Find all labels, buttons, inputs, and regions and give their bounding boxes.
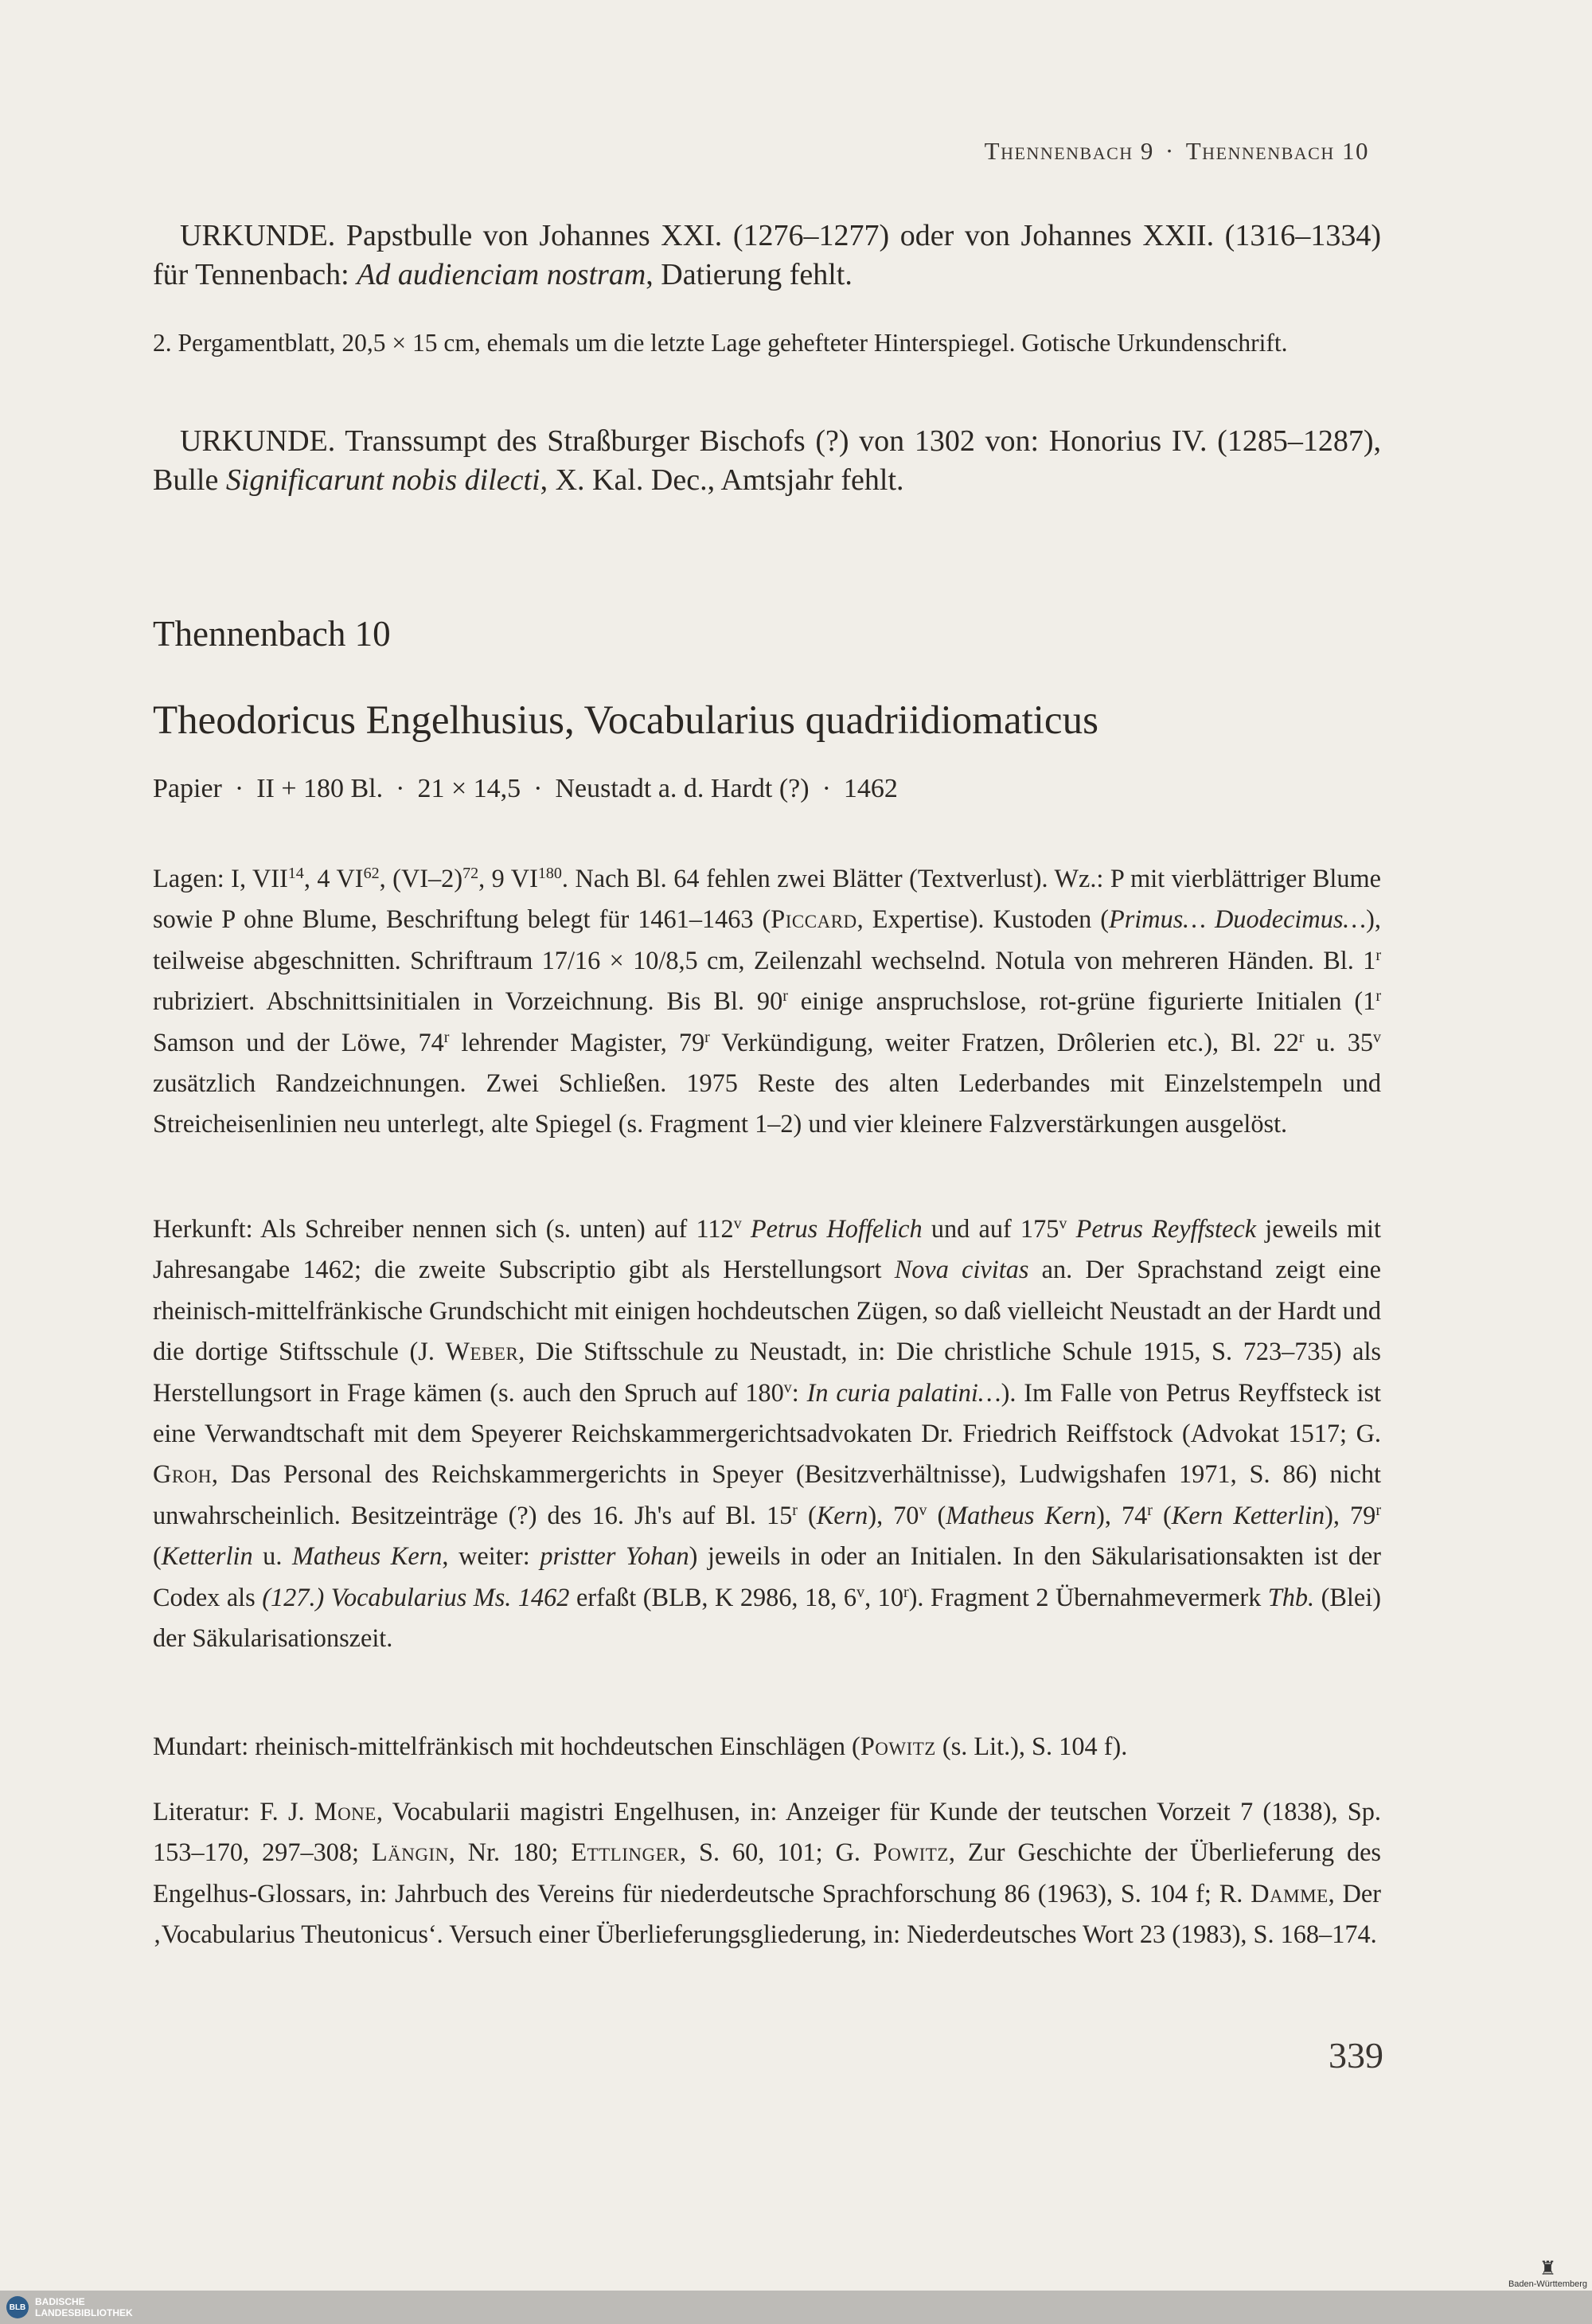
superscript: 72 bbox=[462, 865, 479, 882]
superscript: v bbox=[1059, 1215, 1067, 1232]
literatur-paragraph bbox=[153, 1791, 1381, 1955]
italic-run: Primus… Duodecimus… bbox=[1108, 904, 1367, 934]
blb-logo-icon: BLB bbox=[6, 2296, 29, 2318]
text-run: , 4 VI bbox=[303, 864, 364, 892]
italic-run: Petrus Hoffelich bbox=[750, 1214, 923, 1243]
herkunft-paragraph bbox=[153, 1209, 1381, 1658]
text-run: ( bbox=[797, 1500, 817, 1529]
superscript: r bbox=[1147, 1501, 1153, 1519]
text-run: , Nr. 180; bbox=[448, 1838, 572, 1867]
author-smallcaps: Piccard bbox=[771, 904, 857, 934]
entry-metadata bbox=[153, 774, 1381, 804]
superscript: 14 bbox=[287, 865, 304, 882]
bw-label: Baden-Württemberg bbox=[1508, 2279, 1587, 2289]
text-run: erfaßt (BLB, K 2986, 18, 6 bbox=[569, 1582, 857, 1611]
text-run: ), 79 bbox=[1325, 1500, 1376, 1529]
text-run: einige anspruchslose, rot-grüne figurierte Initialen (1 bbox=[787, 986, 1376, 1016]
superscript: r bbox=[443, 1028, 450, 1046]
author-smallcaps: Ettlinger bbox=[571, 1838, 680, 1867]
text-run: Herkunft: Als Schreiber nennen sich (s. unten) auf 112 bbox=[153, 1214, 734, 1243]
fragment-item-2 bbox=[153, 325, 1408, 361]
text-run: (s. Lit.), S. 104 f). bbox=[935, 1732, 1128, 1760]
item-text: Pergamentblatt, 20,5 × 15 cm, ehemals um die letzte Lage gehefteter Hinterspiegel. Gotische Urkundenschrift. bbox=[178, 329, 1288, 357]
meta-size: 21 × 14,5 bbox=[417, 774, 521, 803]
italic-run: Thb. bbox=[1267, 1582, 1315, 1611]
urkunde-papstbulle bbox=[153, 217, 1381, 295]
meta-separator: · bbox=[396, 774, 405, 803]
meta-separator: · bbox=[234, 774, 244, 803]
superscript: r bbox=[1375, 987, 1382, 1006]
author-smallcaps: Groh bbox=[153, 1459, 212, 1489]
superscript: 180 bbox=[537, 865, 562, 882]
text-run: zusätzlich Randzeichnungen. Zwei Schließen. 1975 Reste des alten Lederbandes mit Einzelstempeln und Streicheisenlinien neu unterlegt, alte Spiegel (s. Fragment 1–2) und vier kleinere Falzverstärkungen ausgelöst. bbox=[153, 1068, 1381, 1139]
superscript: r bbox=[1298, 1028, 1305, 1046]
text-run: ), 74 bbox=[1096, 1500, 1148, 1529]
meta-separator: · bbox=[821, 774, 831, 803]
superscript: r bbox=[1375, 1501, 1381, 1519]
text-run: , (VI–2) bbox=[379, 864, 463, 892]
superscript: v bbox=[919, 1501, 927, 1519]
superscript: v bbox=[1372, 1028, 1381, 1046]
text-run: : bbox=[791, 1377, 807, 1407]
author-smallcaps: Damme bbox=[1251, 1878, 1329, 1908]
text-run: ( bbox=[927, 1500, 946, 1529]
italic-run: In curia palatini… bbox=[806, 1377, 1001, 1407]
mundart-paragraph bbox=[153, 1726, 1381, 1767]
text-run: , Expertise). Kustoden ( bbox=[856, 904, 1109, 934]
page-number: 339 bbox=[1329, 2035, 1383, 2076]
text-run: URKUNDE. Papstbulle von Johannes XXI. (1276–1277) oder von Johannes XXII. (1316–1334) für Tennenbach: bbox=[153, 219, 1381, 291]
meta-leaves: II + 180 Bl. bbox=[256, 774, 384, 803]
italic-run: Matheus Kern bbox=[292, 1541, 443, 1571]
text-run: ( bbox=[1152, 1500, 1172, 1529]
superscript: v bbox=[733, 1215, 742, 1232]
text-run: , 10 bbox=[864, 1582, 903, 1611]
text-run: ), 70 bbox=[868, 1500, 919, 1529]
superscript: r bbox=[792, 1501, 798, 1519]
superscript: v bbox=[783, 1378, 792, 1396]
text-run: und auf 175 bbox=[922, 1214, 1059, 1243]
author-smallcaps: Mone bbox=[314, 1797, 377, 1826]
italic-run: pristter Yohan bbox=[540, 1541, 689, 1571]
text-run: URKUNDE. Transsumpt des Straßburger Bischofs (?) von 1302 von: Honorius IV. (1285–1287), Bulle bbox=[153, 424, 1381, 497]
baden-wuerttemberg-mark bbox=[1508, 2259, 1587, 2289]
text-run: ( bbox=[153, 1541, 162, 1571]
italic-run: Petrus Reyffsteck bbox=[1075, 1214, 1257, 1243]
author-smallcaps: Weber bbox=[445, 1337, 519, 1366]
text-run: , Zur Geschichte der Überlieferung des Engelhus-Glossars, in: Jahrbuch des Vereins für niederdeutsche Sprachforschung 86 (1963), S. 104 f; R. bbox=[153, 1838, 1381, 1908]
meta-place: Neustadt a. d. Hardt (?) bbox=[555, 774, 810, 803]
meta-separator: · bbox=[533, 774, 543, 803]
superscript: r bbox=[782, 987, 788, 1006]
library-name-line2: LANDESBIBLIOTHEK bbox=[35, 2307, 133, 2318]
library-name bbox=[35, 2296, 133, 2318]
text-run: , Datierung fehlt. bbox=[646, 258, 853, 291]
meta-material: Papier bbox=[153, 774, 222, 803]
text-run: . Nach Bl. 64 fehlen zwei Blätter (Textverlust). Wz.: P mit vierblättriger Blume sowie P ohne Blume, Beschriftung belegt für 1461–1463 ( bbox=[153, 864, 1381, 934]
superscript: r bbox=[903, 1583, 909, 1601]
text-run: , weiter: bbox=[442, 1541, 540, 1571]
superscript: 62 bbox=[363, 865, 380, 882]
text-run: , 9 VI bbox=[478, 864, 538, 892]
italic-run: Matheus Kern bbox=[946, 1500, 1097, 1529]
text-run: jeweils mit Jahresangabe 1462; die zweite Subscriptio gibt als Herstellungsort bbox=[153, 1214, 1381, 1284]
lagen-paragraph bbox=[153, 858, 1381, 1145]
entry-number: Thennenbach 10 bbox=[153, 614, 391, 654]
item-number: 2. bbox=[153, 329, 172, 357]
text-run: Literatur: F. J. bbox=[153, 1797, 314, 1826]
library-name-line1: BADISCHE bbox=[35, 2296, 85, 2307]
author-smallcaps: Powitz bbox=[872, 1838, 949, 1867]
meta-year: 1462 bbox=[843, 774, 898, 803]
text-run: Samson und der Löwe, 74 bbox=[153, 1027, 444, 1057]
italic-run: (127.) Vocabularius Ms. 1462 bbox=[262, 1582, 570, 1611]
text-run: , Die Stiftsschule zu Neustadt, in: Die christliche Schule 1915, S. 723–735) als Herstellungsort in Frage kämen (s. auch den Spruch auf 180 bbox=[153, 1337, 1381, 1407]
superscript: r bbox=[704, 1028, 710, 1046]
italic-run: Kern bbox=[816, 1500, 868, 1529]
text-run: , S. 60, 101; G. bbox=[680, 1838, 873, 1867]
entry-title: Theodoricus Engelhusius, Vocabularius quadriidiomaticus bbox=[153, 698, 1098, 743]
running-head bbox=[985, 137, 1369, 166]
coat-of-arms-icon: ♜ bbox=[1539, 2258, 1557, 2279]
text-run: , Das Personal des Reichskammergerichts in Speyer (Besitzverhältnisse), Ludwigshafen 1971, S. 86) nicht unwahrscheinlich. Besitzeinträge (?) des 16. Jh's auf Bl. 15 bbox=[153, 1459, 1381, 1529]
italic-run: Ketterlin bbox=[161, 1541, 253, 1571]
author-smallcaps: Längin bbox=[371, 1838, 449, 1867]
running-head-left: Thennenbach 9 bbox=[984, 137, 1154, 165]
italic-run: Nova civitas bbox=[894, 1255, 1029, 1284]
superscript: v bbox=[856, 1583, 865, 1601]
incipit-italic: Significarunt nobis dilecti bbox=[225, 463, 540, 497]
text-run: , Vocabularii magistri Engelhusen, in: Anzeiger für Kunde der teutschen Vorzeit 7 (1838), Sp. 153–170, 297–308; bbox=[153, 1797, 1381, 1867]
text-run: ). Im Falle von Petrus Reyffsteck ist eine Verwandtschaft mit dem Speyerer Reichskammergerichtsadvokaten Dr. Friedrich Reiffstock (Advokat 1517; G. bbox=[153, 1377, 1381, 1448]
text-run: Verkündigung, weiter Fratzen, Drôlerien etc.), Bl. 22 bbox=[709, 1027, 1299, 1057]
text-run: , X. Kal. Dec., Amtsjahr fehlt. bbox=[540, 463, 904, 497]
text-run: lehrender Magister, 79 bbox=[449, 1027, 705, 1057]
urkunde-transsumpt bbox=[153, 422, 1381, 500]
text-run: ). Fragment 2 Übernahmevermerk bbox=[908, 1582, 1268, 1611]
incipit-italic: Ad audienciam nostram bbox=[357, 258, 646, 291]
text-run: Lagen: I, VII bbox=[153, 864, 288, 892]
text-run: u. bbox=[252, 1541, 292, 1571]
text-run: (Blei) der Säkularisationszeit. bbox=[153, 1582, 1381, 1653]
running-head-separator: · bbox=[1165, 137, 1175, 165]
running-head-right: Thennenbach 10 bbox=[1185, 137, 1369, 165]
superscript: r bbox=[1375, 946, 1381, 964]
text-run: u. 35 bbox=[1304, 1027, 1373, 1057]
italic-run: Kern Ketterlin bbox=[1171, 1500, 1325, 1529]
text-run: rubriziert. Abschnittsinitialen in Vorzeichnung. Bis Bl. 90 bbox=[153, 986, 783, 1016]
text-run: ), teilweise abgeschnitten. Schriftraum 17/16 × 10/8,5 cm, Zeilenzahl wechselnd. Notula von mehreren Händen. Bl. 1 bbox=[153, 904, 1381, 975]
text-run: Mundart: rheinisch-mittelfränkisch mit hochdeutschen Einschlägen ( bbox=[153, 1732, 860, 1760]
text-run: , Der ‚Vocabularius Theutonicus‘. Versuch einer Überlieferungsgliederung, in: Niederdeutsches Wort 23 (1983), S. 168–174. bbox=[153, 1878, 1382, 1949]
footer-bar bbox=[0, 2291, 1592, 2324]
text-run: ) jeweils in oder an Initialen. In den Säkularisationsakten ist der Codex als bbox=[153, 1541, 1381, 1611]
author-smallcaps: Powitz bbox=[860, 1732, 936, 1760]
text-run: an. Der Sprachstand zeigt eine rheinisch-mittelfränkische Grundschicht mit einigen hochdeutschen Zügen, so daß vielleicht Neustadt an der Hardt und die dortige Stiftsschule (J. bbox=[153, 1255, 1381, 1366]
